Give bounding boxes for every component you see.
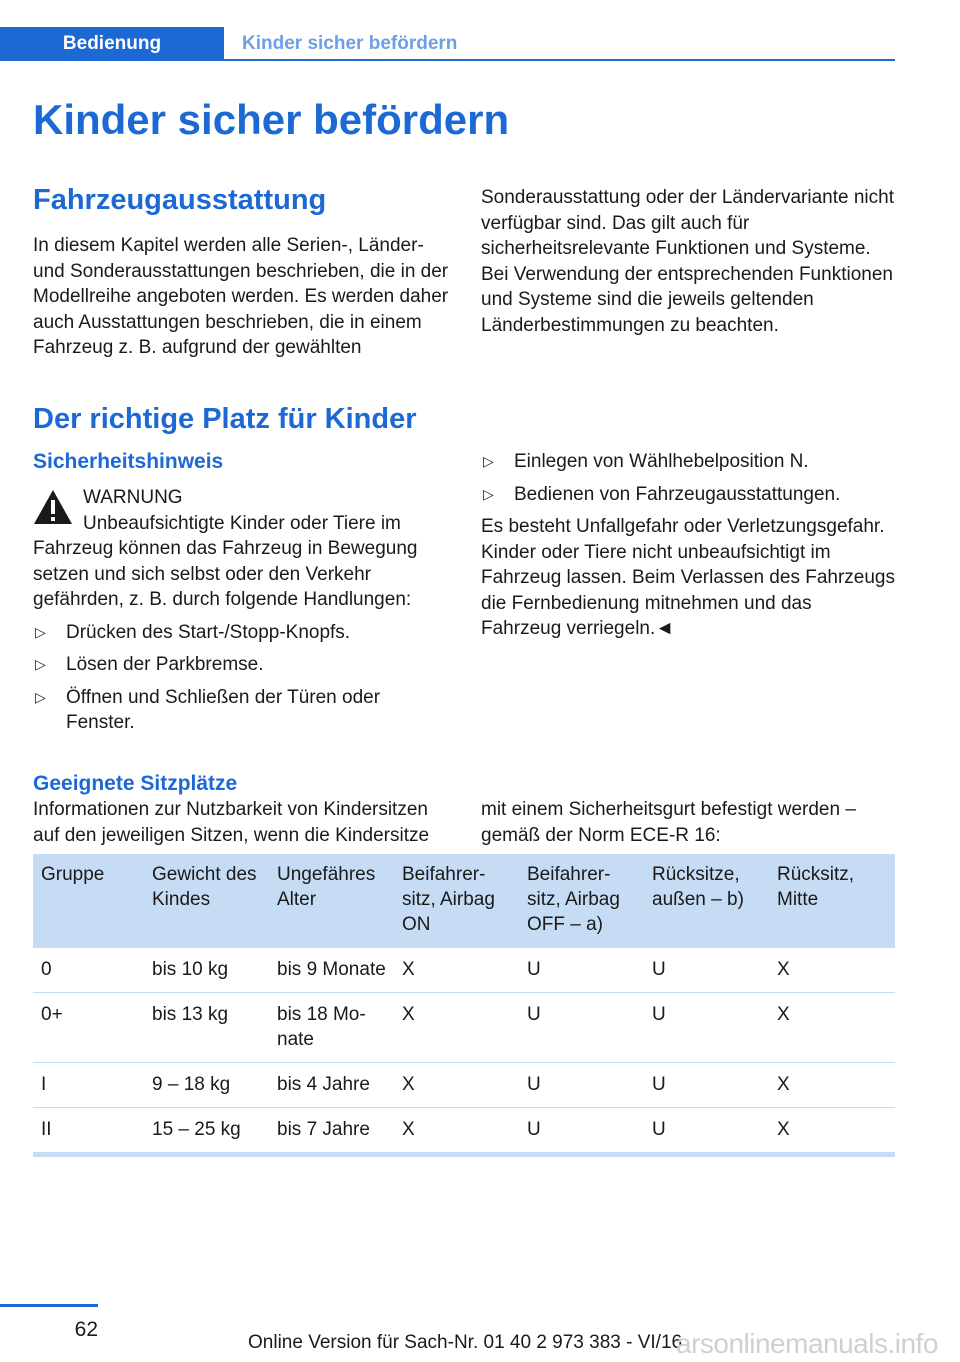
warning-column (33, 485, 451, 743)
heading-sicherheitshinweis: Sicherheitshinweis (33, 450, 224, 473)
list-item: ▷ Öffnen und Schließen der Türen oder Fenster. (35, 686, 381, 733)
page-number: 62 (74, 1318, 98, 1341)
table-header-cell: Gewicht des Kindes (144, 854, 269, 948)
table-cell: I (33, 1063, 144, 1108)
table-row (33, 993, 895, 1063)
table-header-row (33, 854, 895, 948)
table-cell: 9 – 18 kg (144, 1063, 269, 1108)
table-cell: X (769, 948, 895, 993)
intro-paragraph-right: Sonderausstattung oder der Ländervariante nicht verfügbar sind. Das gilt auch für sicherheitsrelevante Funktionen und Systeme. Bei Verwendung der entsprechenden Funktionen und Systeme sind die jeweils geltenden Länderbestimmungen zu beachten. (481, 187, 894, 336)
bullet-triangle-icon: ▷ (35, 623, 46, 640)
table-row (33, 1108, 895, 1155)
breadcrumb-chapter: Kinder sicher befördern (242, 33, 458, 54)
seats-paragraph-left: Informationen zur Nutzbarkeit von Kindersitzen auf den jeweiligen Sitzen, wenn die Kindersitze (33, 799, 430, 846)
footer-divider (0, 1304, 98, 1307)
table-cell: U (644, 1108, 769, 1155)
page-title: Kinder sicher befördern (33, 96, 510, 143)
table-cell: X (394, 993, 519, 1063)
intro-paragraph-left: In diesem Kapitel werden alle Serien-, Länder- und Sonderausstattungen beschrieben, die in der Modellreihe angeboten werden. Es werden daher auch Ausstattungen beschrieben, die in einem Fahrzeug z. B. aufgrund der gewählten (33, 235, 449, 358)
table-row (33, 948, 895, 993)
table-header-cell: Beifahrersitz, Airbag OFF – a) (519, 854, 644, 948)
bullet-list-left (33, 620, 451, 736)
table-cell: U (644, 993, 769, 1063)
bullet-triangle-icon: ▷ (483, 453, 494, 469)
breadcrumb-section: Bedienung (0, 27, 224, 61)
table-cell: 0 (33, 948, 144, 993)
child-seat-table (33, 854, 895, 1157)
table-cell: X (394, 1108, 519, 1155)
page-header (0, 27, 895, 61)
table-cell: bis 18 Monate (269, 993, 394, 1063)
table-cell: U (644, 948, 769, 993)
table-cell: U (644, 1063, 769, 1108)
warning-label: WARNUNG (83, 487, 183, 508)
table-header-cell: Beifahrersitz, Airbag ON (394, 854, 519, 948)
bullet-triangle-icon: ▷ (35, 656, 46, 672)
heading-fahrzeugausstattung: Fahrzeugausstattung (33, 184, 327, 216)
table-header-cell: Ungefähres Alter (269, 854, 394, 948)
watermark: arsonlinemanuals.info (676, 1328, 938, 1359)
table-cell: X (769, 1108, 895, 1155)
table-cell: U (519, 993, 644, 1063)
heading-geeignete-sitzplaetze: Geeignete Sitzplätze (33, 772, 238, 795)
bullet-triangle-icon: ▷ (483, 485, 494, 502)
table-cell: U (519, 1108, 644, 1155)
table-cell: bis 10 kg (144, 948, 269, 993)
bullet-triangle-icon: ▷ (35, 688, 46, 705)
table-header-cell: Rücksitze, außen – b) (644, 854, 769, 948)
warning-triangle-icon (33, 489, 73, 525)
table-cell: X (769, 993, 895, 1063)
list-item: ▷ Drücken des Start-/Stopp-Knopfs. (33, 620, 451, 646)
table-cell: X (394, 948, 519, 993)
table-cell: X (394, 1063, 519, 1108)
table-cell: II (33, 1108, 144, 1155)
intro-text-right (481, 185, 895, 338)
table-cell: U (519, 1063, 644, 1108)
table-header-cell: Gruppe (33, 854, 144, 948)
table-cell: bis 9 Monate (269, 948, 394, 993)
warning-text: Unbeaufsichtigte Kinder oder Tiere im Fahrzeug können das Fahrzeug in Bewegung setzen und sich selbst oder den Verkehr gefährden, z. B. durch folgende Handlungen: (33, 512, 418, 610)
online-version-text: Online Version für Sach-Nr. 01 40 2 973 383 - VI/16 (248, 1332, 683, 1353)
heading-richtiger-platz: Der richtige Platz für Kinder (33, 403, 417, 435)
list-item: ▷ Einlegen von Wählhebelposition N. (481, 449, 895, 475)
warning-block (33, 485, 451, 613)
warning-closing-text: Es besteht Unfallgefahr oder Verletzungsgefahr. Kinder oder Tiere nicht unbeaufsichtigt im Fahrzeug lassen. Beim Verlassen des Fahrzeugs die Fernbedienung mitnehmen und das Fahrzeug verriegeln.◄ (481, 516, 895, 639)
table-cell: 15 – 25 kg (144, 1108, 269, 1155)
table-cell: U (519, 948, 644, 993)
table-row (33, 1063, 895, 1108)
table-cell: bis 13 kg (144, 993, 269, 1063)
seats-text-right (481, 797, 895, 848)
list-item: ▷ Lösen der Parkbremse. (33, 652, 451, 678)
table-cell: X (769, 1063, 895, 1108)
intro-text-left (33, 233, 451, 361)
table-cell: 0+ (33, 993, 144, 1063)
bullet-list-right (481, 449, 895, 507)
table-header-cell: Rücksitz, Mitte (769, 854, 895, 948)
table-cell: bis 7 Jahre (269, 1108, 394, 1155)
warning-column-right (481, 449, 895, 642)
table-cell: bis 4 Jahre (269, 1063, 394, 1108)
seats-paragraph-right: mit einem Sicherheitsgurt befestigt werden – gemäß der Norm ECE-R 16: (481, 799, 856, 846)
seats-text-left (33, 797, 451, 848)
list-item: ▷ Bedienen von Fahrzeugausstattungen. (481, 482, 895, 508)
